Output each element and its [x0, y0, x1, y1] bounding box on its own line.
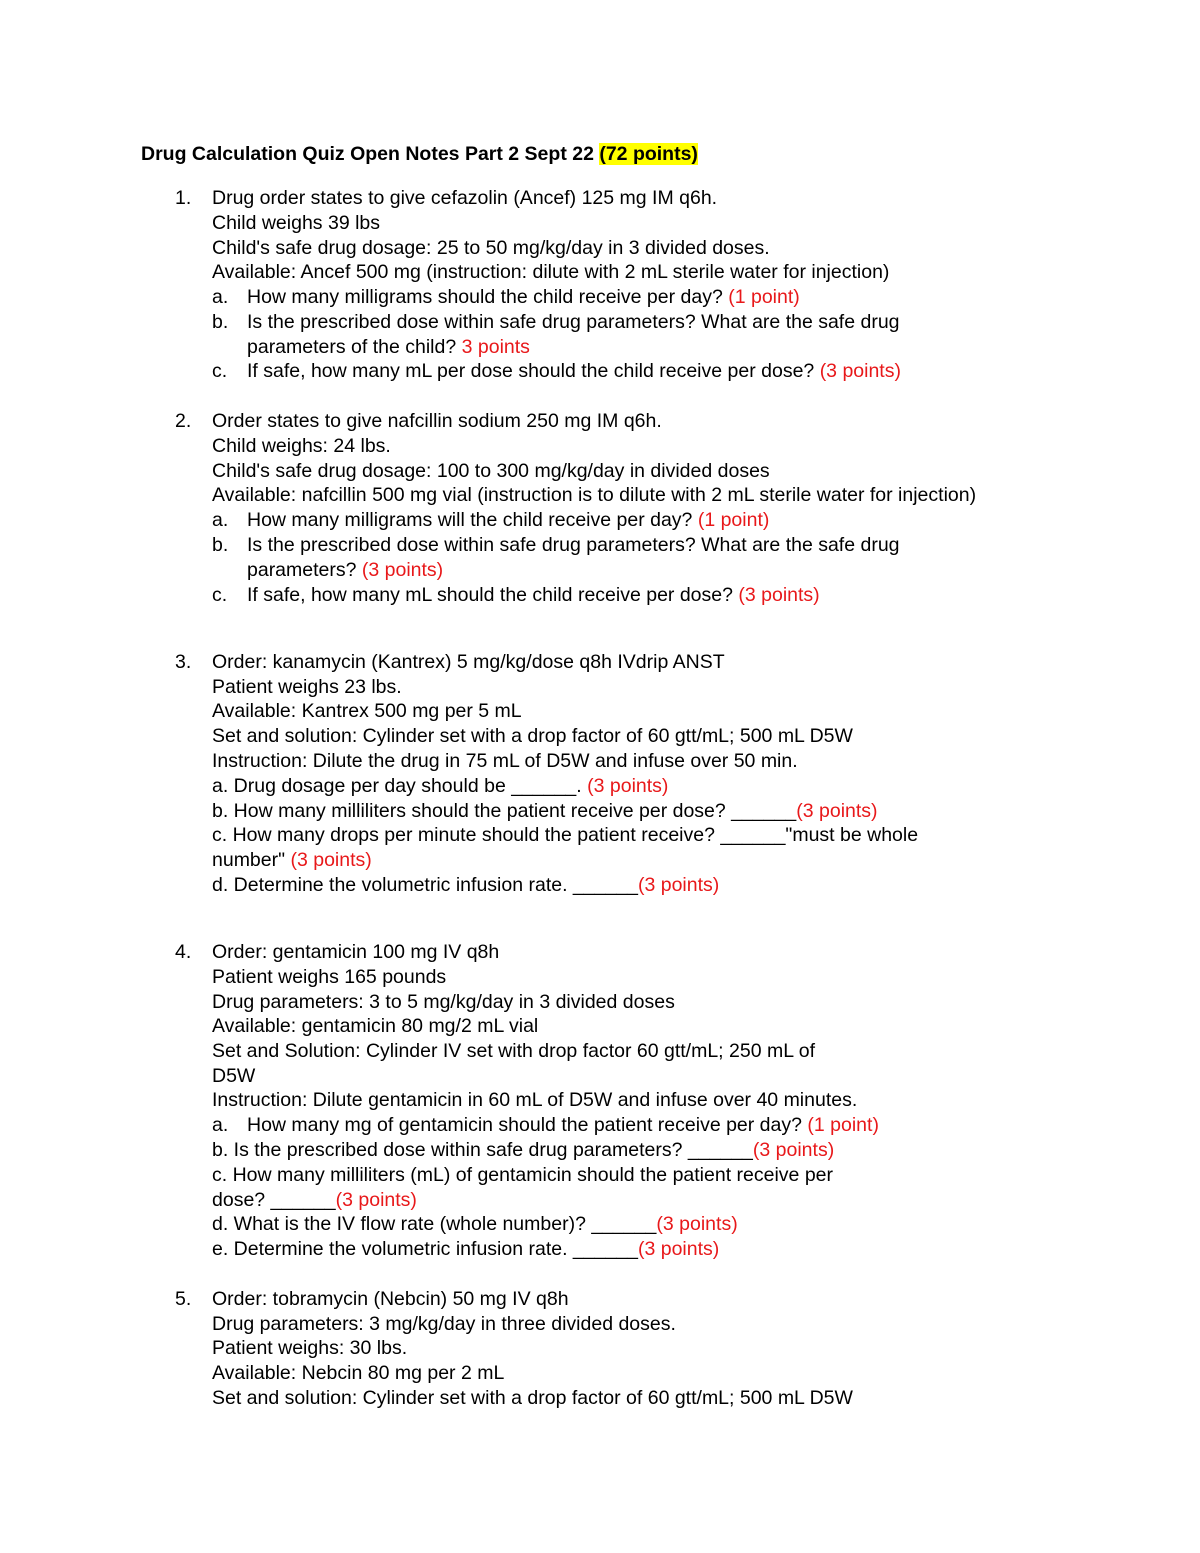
q2-b-text: Is the prescribed dose within safe drug parameters? What are the safe drug	[247, 534, 900, 556]
q2-c	[247, 583, 820, 607]
q3-c-points: (3 points)	[290, 849, 372, 871]
q5-weight: Patient weighs: 30 lbs.	[212, 1337, 408, 1359]
q1-b-text: Is the prescribed dose within safe drug parameters? What are the safe drug	[247, 311, 900, 333]
q1-available: Available: Ancef 500 mg (instruction: dilute with 2 mL sterile water for injection)	[212, 261, 890, 283]
q3-d	[212, 873, 719, 897]
total-points-highlight: (72 points)	[599, 143, 698, 165]
q3-a-points: (3 points)	[587, 775, 669, 797]
q4-e	[212, 1237, 719, 1261]
q4-a-letter: a.	[212, 1114, 229, 1136]
q4-d-text: d. What is the IV flow rate (whole number)? ______	[212, 1213, 657, 1235]
q3-d-text: d. Determine the volumetric infusion rate. ______	[212, 874, 638, 896]
q2-c-text: If safe, how many mL should the child receive per dose?	[247, 584, 733, 606]
q3-available: Available: Kantrex 500 mg per 5 mL	[212, 700, 522, 722]
q4-e-text: e. Determine the volumetric infusion rate. ______	[212, 1238, 638, 1260]
q4-c-points: (3 points)	[335, 1189, 417, 1211]
q3-number: 3.	[175, 651, 192, 673]
q1-c	[247, 359, 901, 383]
q2-a-points: (1 point)	[697, 509, 770, 531]
q1-b-letter: b.	[212, 311, 229, 333]
q2-available: Available: nafcillin 500 mg vial (instruction is to dilute with 2 mL sterile water for injection)	[212, 484, 977, 506]
q2-c-letter: c.	[212, 584, 228, 606]
q4-b-points: (3 points)	[752, 1139, 835, 1161]
q2-b-points: (3 points)	[361, 559, 444, 581]
q1-a	[247, 285, 800, 309]
q3-a	[212, 774, 668, 798]
q3-weight: Patient weighs 23 lbs.	[212, 676, 402, 698]
q2-b-cont	[247, 558, 443, 582]
q3-b	[212, 799, 878, 823]
q3-c-text: c. How many drops per minute should the patient receive? ______"must be whole	[212, 824, 919, 846]
q1-c-letter: c.	[212, 360, 228, 382]
q3-instruction: Instruction: Dilute the drug in 75 mL of D5W and infuse over 50 min.	[212, 750, 798, 772]
q3-b-points: (3 points)	[796, 800, 878, 822]
q3-set: Set and solution: Cylinder set with a drop factor of 60 gtt/mL; 500 mL D5W	[212, 725, 853, 747]
title-text: Drug Calculation Quiz Open Notes Part 2 Sept 22	[141, 143, 594, 165]
q1-b-cont	[247, 335, 530, 359]
q1-a-text: How many milligrams should the child receive per day?	[247, 286, 723, 308]
q2-order: Order states to give nafcillin sodium 250 mg IM q6h.	[212, 410, 662, 432]
q2-number: 2.	[175, 410, 192, 432]
q3-a-text: a. Drug dosage per day should be ______.	[212, 775, 582, 797]
q4-order: Order: gentamicin 100 mg IV q8h	[212, 941, 500, 963]
q1-b-points: 3 points	[461, 336, 530, 358]
q4-b-text: b. Is the prescribed dose within safe drug parameters? ______	[212, 1139, 753, 1161]
q2-a	[247, 508, 769, 532]
q1-number: 1.	[175, 187, 192, 209]
q4-available: Available: gentamicin 80 mg/2 mL vial	[212, 1015, 539, 1037]
q1-a-points: (1 point)	[728, 286, 800, 308]
q4-a-text: How many mg of gentamicin should the patient receive per day?	[247, 1114, 802, 1136]
q5-set: Set and solution: Cylinder set with a drop factor of 60 gtt/mL; 500 mL D5W	[212, 1387, 853, 1409]
q4-a-points: (1 point)	[807, 1114, 879, 1136]
q5-number: 5.	[175, 1288, 192, 1310]
q1-a-letter: a.	[212, 286, 229, 308]
q2-a-letter: a.	[212, 509, 229, 531]
q4-c-text: c. How many milliliters (mL) of gentamicin should the patient receive per	[212, 1164, 834, 1186]
q4-number: 4.	[175, 941, 192, 963]
q4-d	[212, 1212, 738, 1236]
quiz-title	[141, 140, 698, 168]
q4-params: Drug parameters: 3 to 5 mg/kg/day in 3 divided doses	[212, 991, 675, 1013]
q1-c-text: If safe, how many mL per dose should the child receive per dose?	[247, 360, 815, 382]
q2-b-letter: b.	[212, 534, 229, 556]
q3-b-text: b. How many milliliters should the patient receive per dose? ______	[212, 800, 797, 822]
q2-weight: Child weighs: 24 lbs.	[212, 435, 391, 457]
q2-c-points: (3 points)	[738, 584, 820, 606]
q1-b-cont-text: parameters of the child?	[247, 336, 457, 358]
q1-c-points: (3 points)	[819, 360, 901, 382]
q1-order: Drug order states to give cefazolin (Ancef) 125 mg IM q6h.	[212, 187, 718, 209]
q4-weight: Patient weighs 165 pounds	[212, 966, 447, 988]
q4-a	[247, 1113, 879, 1137]
q4-set: Set and Solution: Cylinder IV set with drop factor 60 gtt/mL; 250 mL of	[212, 1040, 816, 1062]
q3-order: Order: kanamycin (Kantrex) 5 mg/kg/dose q8h IVdrip ANST	[212, 651, 725, 673]
q1-weight: Child weighs 39 lbs	[212, 212, 381, 234]
q4-d-points: (3 points)	[656, 1213, 738, 1235]
q5-available: Available: Nebcin 80 mg per 2 mL	[212, 1362, 505, 1384]
q4-e-points: (3 points)	[637, 1238, 720, 1260]
q2-b-cont-text: parameters?	[247, 559, 357, 581]
q4-b	[212, 1138, 834, 1162]
q1-dosage: Child's safe drug dosage: 25 to 50 mg/kg/day in 3 divided doses.	[212, 237, 770, 259]
q4-set-cont: D5W	[212, 1065, 256, 1087]
q4-c-cont-text: dose? ______	[212, 1189, 336, 1211]
q3-c-cont	[212, 848, 372, 872]
q4-c-cont	[212, 1188, 417, 1212]
q3-c-cont-text: number"	[212, 849, 286, 871]
q2-a-text: How many milligrams will the child receive per day?	[247, 509, 693, 531]
q5-params: Drug parameters: 3 mg/kg/day in three divided doses.	[212, 1313, 676, 1335]
q5-order: Order: tobramycin (Nebcin) 50 mg IV q8h	[212, 1288, 569, 1310]
q3-d-points: (3 points)	[637, 874, 720, 896]
q2-dosage: Child's safe drug dosage: 100 to 300 mg/kg/day in divided doses	[212, 460, 770, 482]
q4-instruction: Instruction: Dilute gentamicin in 60 mL of D5W and infuse over 40 minutes.	[212, 1089, 858, 1111]
